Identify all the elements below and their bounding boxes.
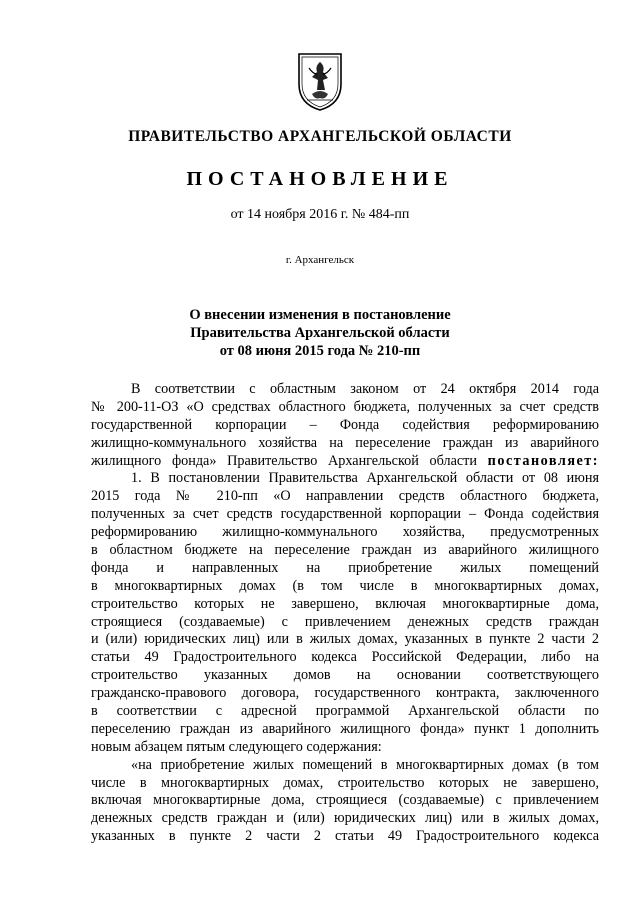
- body-line: № 200-11-ОЗ «О средствах областного бюджета, полученных за счет средств: [91, 398, 599, 415]
- body-line: строительство которых не завершено, включая многоквартирные дома,: [91, 595, 599, 612]
- body-line: указанных в пункте 2 части 2 статьи 49 Градостроительного кодекса: [91, 828, 599, 845]
- document-subject: [160, 306, 480, 360]
- document-date-number: от 14 ноября 2016 г. № 484-пп: [230, 207, 410, 222]
- body-line: в областном бюджете на переселение граждан из аварийного жилищного: [91, 542, 599, 559]
- body-line: «на приобретение жилых помещений в многоквартирных домах (в том: [131, 756, 599, 773]
- body-line: реформированию жилищно-коммунального хозяйства, предусмотренных: [91, 524, 599, 541]
- body-line: статьи 49 Градостроительного кодекса Российской Федерации, либо на: [91, 649, 599, 666]
- body-line: строительство указанных домов на основании соответствующего: [91, 667, 599, 684]
- body-line: [91, 453, 599, 471]
- coat-of-arms-emblem: [295, 50, 345, 112]
- subject-line: от 08 июня 2015 года № 210-пп: [219, 343, 421, 359]
- body-line: гражданско-правового договора, государственного контракта, заключенного: [91, 685, 599, 702]
- body-line: и (или) юридических лиц) или в жилых домах, указанных в пункте 2 части 2: [91, 631, 599, 648]
- body-line: жилищно-коммунального хозяйства на переселение граждан из аварийного: [91, 434, 599, 451]
- resolution-keyword: постановляет:: [487, 452, 599, 469]
- body-line: строящиеся (создаваемые) с привлечением денежных средств граждан: [91, 613, 599, 630]
- body-line: новым абзацем пятым следующего содержания:: [91, 738, 382, 755]
- government-name: ПРАВИТЕЛЬСТВО АРХАНГЕЛЬСКОЙ ОБЛАСТИ: [128, 128, 512, 145]
- document-type: ПОСТАНОВЛЕНИЕ: [186, 168, 454, 190]
- body-line: В соответствии с областным законом от 24 октября 2014 года: [131, 381, 599, 397]
- body-line: 2015 года № 210-пп «О направлении средств областного бюджета,: [91, 488, 599, 505]
- body-line: в соответствии с адресной программой Архангельской области по: [91, 703, 599, 720]
- body-line: переселению граждан из аварийного жилищного фонда» пункт 1 дополнить: [91, 720, 599, 737]
- body-line: в многоквартирных домах (в том числе в многоквартирных домах,: [91, 577, 599, 594]
- document-body: [91, 381, 599, 846]
- document-city: г. Архангельск: [285, 254, 355, 266]
- subject-line: Правительства Архангельской области: [190, 325, 450, 341]
- body-line: государственной корпорации – Фонда содействия реформированию: [91, 416, 599, 433]
- subject-line: О внесении изменения в постановление: [189, 307, 451, 323]
- body-text: жилищного фонда» Правительство Архангельской области: [91, 452, 488, 469]
- body-line: фонда и направленных на приобретение жилых помещений: [91, 559, 599, 576]
- body-line: 1. В постановлении Правительства Архангельской области от 08 июня: [131, 470, 599, 487]
- body-line: денежных средств граждан и (или) юридических лиц) или в жилых домах,: [91, 810, 599, 827]
- body-line: полученных за счет средств государственной корпорации – Фонда содействия: [91, 506, 599, 523]
- body-line: включая многоквартирные дома, строящиеся (создаваемые) с привлечением: [91, 792, 599, 809]
- body-line: числе в многоквартирных домах, строительство которых не завершено,: [91, 774, 599, 791]
